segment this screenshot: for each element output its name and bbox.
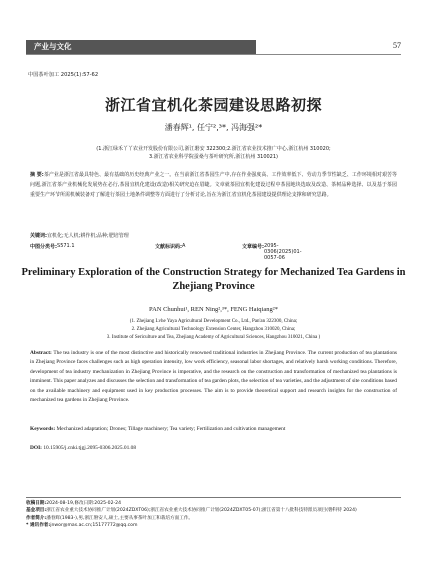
author-label: 作者简介: bbox=[26, 515, 47, 521]
chinese-affiliations bbox=[30, 145, 397, 161]
abstract-label: Abstract: bbox=[30, 350, 52, 356]
section-tag: 产业与文化 bbox=[26, 40, 256, 54]
chinese-authors: 潘春辉¹, 任宁²,³*, 冯海强²* bbox=[164, 123, 263, 132]
footnote-author bbox=[26, 515, 401, 522]
page-number: 57 bbox=[393, 41, 401, 50]
received-value: 2024-08-19,修改日期:2025-02-24 bbox=[46, 501, 121, 506]
received-label: 收稿日期: bbox=[26, 501, 47, 506]
doc-code-value: A bbox=[182, 243, 186, 249]
doc-code-label: 文献标识码: bbox=[155, 244, 183, 250]
doi-value: 10.15905/j.cnki.tjgj.2095-0306.2025.01.08 bbox=[43, 445, 137, 451]
doi-label: DOI: bbox=[30, 445, 42, 451]
chinese-abstract bbox=[30, 170, 397, 200]
running-header bbox=[26, 40, 401, 56]
fund-value: 浙江省农业重大技术协同推广计划(2024ZDXT06);浙江省农业重大技术协同推广计划(2024ZDXT05-07);浙江省第十八批科技特派员项目(磐科特 2024) bbox=[46, 508, 357, 514]
chinese-keywords bbox=[30, 232, 397, 239]
header-rule bbox=[26, 54, 401, 55]
affiliation-line: 2. Zhejiang Agricultural Technology Extension Center, Hangzhou 310020, China; bbox=[131, 327, 296, 333]
abstract-text: 茶产业是浙江省最具特色、最有基础的历史经典产业之一。在当前浙江省茶园生产中,存在作业强度高、工作效率低下、劳动力季节性缺乏、工作环境相对艰苦等问题,浙江省茶产业机械化发展势在必行,茶园宜机化建设(改造)相关研究迫在眉睫。文章就茶园宜机化建设过程中茶园地块选取及改造、茶树品种选择、以及基于茶园重要生产环节所需机械装备对了解进行茶园土地条件调整等方面进行了分析讨论,旨在为浙江省宜机化茶园建设提供理论支撑和研究思路。 bbox=[30, 172, 397, 198]
doc-code-field bbox=[155, 243, 186, 250]
affiliation-line: (1.浙江绿禾丫丫农业开发股份有限公司,浙江磐安 322300;2.浙江省农业技术推广中心,浙江杭州 310020; bbox=[96, 146, 331, 152]
journal-citation: 中国茶叶加工 2025(1):57-62 bbox=[28, 72, 99, 78]
keywords-text: 宜机化;无人机;耕作机;品种;肥培管理 bbox=[47, 233, 129, 239]
clc-label: 中图分类号: bbox=[30, 244, 58, 250]
english-affiliations bbox=[24, 318, 403, 343]
footnote-corresponding bbox=[26, 522, 401, 529]
doi-line bbox=[30, 445, 397, 451]
abstract-label: 摘 要: bbox=[30, 172, 44, 178]
footnote-rule bbox=[26, 497, 401, 498]
keywords-text: Mechanized adaptation; Drones; Tillage machinery; Tea variety; Fertilization and cultivation management bbox=[56, 426, 286, 432]
clc-value: S571.1 bbox=[57, 243, 75, 249]
english-keywords bbox=[30, 425, 397, 434]
corr-value: jnwor@mas.ac.cn;15177772@qq.com bbox=[50, 523, 138, 529]
article-no-field bbox=[242, 243, 302, 261]
affiliation-line: (1. Zhejiang Lvhe Yaya Agricultural Development Co., Ltd., Pan'an 322300, China; bbox=[129, 319, 298, 324]
footnote-fund bbox=[26, 507, 401, 514]
affiliation-line: 3.浙江省农业科学院蚕桑与茶叶研究所,浙江杭州 310021) bbox=[149, 154, 278, 160]
corr-label: * 通讯作者: bbox=[26, 523, 51, 529]
fund-label: 基金项目: bbox=[26, 508, 47, 514]
footnotes bbox=[26, 500, 401, 530]
keywords-label: 关键词: bbox=[30, 233, 47, 239]
clc-field bbox=[30, 243, 75, 250]
english-title: Preliminary Exploration of the Construction Strategy for Mechanized Tea Gardens in Zhejiang Province bbox=[21, 267, 406, 292]
author-value: 潘春辉(1983-),男,浙江磐安人,硕士,主要从事茶叶加工和栽培方面工作。 bbox=[46, 515, 194, 521]
keywords-label: Keywords: bbox=[30, 426, 56, 432]
chinese-title: 浙江省宜机化茶园建设思路初探 bbox=[104, 96, 322, 114]
english-authors: PAN Chunhui¹, REN Ning²,³*, FENG Haiqiang²* bbox=[149, 306, 278, 313]
article-no-label: 文章编号: bbox=[242, 244, 264, 250]
article-no-value: 2095-0306(2025)01-0057-06 bbox=[264, 243, 302, 261]
abstract-text: The tea industry is one of the most distinctive and historically renowned traditional industries in Zhejiang Province. The current production of tea plantations in Zhejiang Province faces challenges such as high operation intensity, low work efficiency, seasonal labor shortages, and relatively harsh working conditions. Therefore, development of tea industry mechanization in Zhejiang Province is imperative, and the research on the construction and transformation of mechanized tea plantations is imminent. This paper analyzes and discusses the selection and transformation of tea garden plots, the selection of tea varieties, and the adjustment of site conditions based on the available machinery and equipment used in key production processes. The aim is to provide theoretical support and research insights for the construction of mechanized tea gardens in Zhejiang Province. bbox=[30, 350, 397, 404]
footnote-received bbox=[26, 500, 401, 507]
english-abstract bbox=[30, 349, 397, 405]
affiliation-line: 3. Institute of Sericulture and Tea, Zhejiang Academy of Agricultural Sciences, Hangzhou 310021, China ) bbox=[106, 335, 321, 341]
